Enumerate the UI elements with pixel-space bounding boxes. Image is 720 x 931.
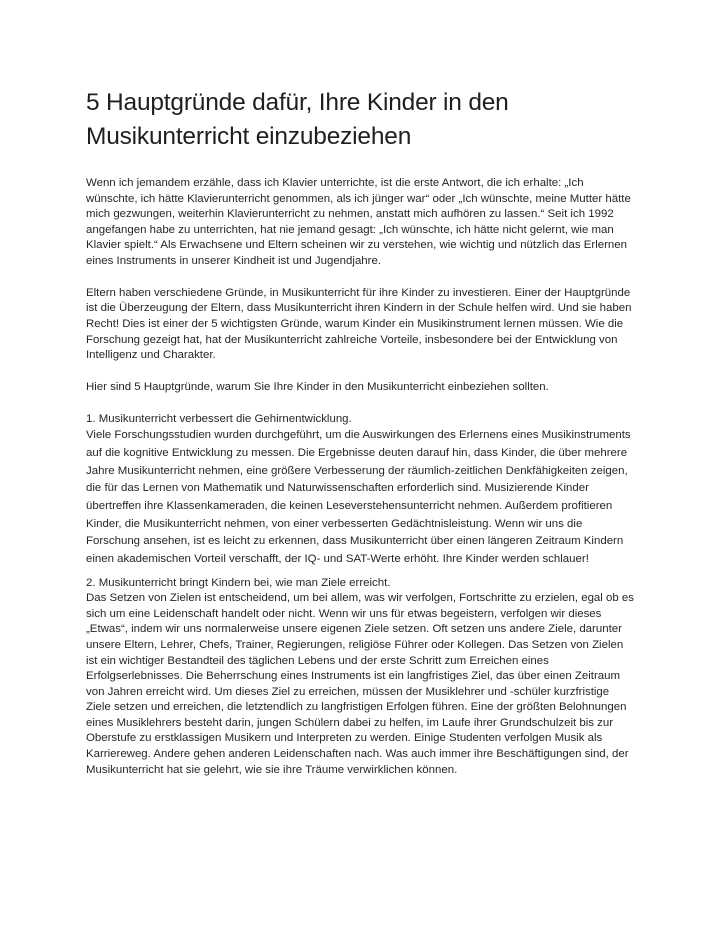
title-line-1: 5 Hauptgründe dafür, Ihre Kinder in den	[86, 89, 509, 116]
section-2-heading: 2. Musikunterricht bringt Kindern bei, wie man Ziele erreicht.	[86, 576, 391, 589]
section-2	[86, 576, 634, 779]
document-title	[86, 86, 634, 154]
title-line-2: Musikunterricht einzubeziehen	[86, 123, 412, 150]
section-2-body: Das Setzen von Zielen ist entscheidend, um bei allem, was wir verfolgen, Fortschritte zu erzielen, egal ob es sich um eine Leidenschaft handelt oder nicht. Wenn wir uns für etwas begeistern, verfolgen wir dieses „Etwas“, indem wir uns normalerweise unsere eigenen Ziele setzen. Oft setzen uns andere Ziele, darunter unsere Eltern, Lehrer, Chefs, Trainer, Regierungen, religiöse Führer oder Kollegen. Das Setzen von Zielen ist ein wichtiger Bestandteil des täglichen Lebens und der erste Schritt zum Erreichen eines Erfolgserlebnisses. Die Beherrschung eines Instruments ist ein langfristiges Ziel, das über einen Zeitraum von Jahren erreicht wird. Um dieses Ziel zu erreichen, müssen der Musiklehrer und -schüler kurzfristige Ziele setzen und erreichen, die letztendlich zu langfristigen Erfolgen führen. Eine der größten Belohnungen eines Musiklehrers besteht darin, jungen Schülern dabei zu helfen, im Laufe ihrer Grundschulzeit bis zur Oberstufe zu erstklassigen Musikern und Interpreten zu werden. Einige Studenten verfolgen Musik als Karriereweg. Andere gehen anderen Leidenschaften nach. Was auch immer ihre Beschäftigungen sind, der Musikunterricht hat sie gelehrt, wie sie ihre Träume verwirklichen können.	[86, 592, 634, 776]
section-1	[86, 412, 634, 569]
list-intro-paragraph: Hier sind 5 Hauptgründe, warum Sie Ihre Kinder in den Musikunterricht einbeziehen sollten.	[86, 380, 549, 393]
section-1-heading: 1. Musikunterricht verbessert die Gehirnentwicklung.	[86, 412, 352, 425]
reasons-paragraph: Eltern haben verschiedene Gründe, in Musikunterricht für ihre Kinder zu investieren. Einer der Hauptgründe ist die Überzeugung der Eltern, dass Musikunterricht ihren Kindern in der Schule helfen wird. Und sie haben Recht! Dies ist einer der 5 wichtigsten Gründe, warum Kinder ein Musikinstrument lernen müssen. Wie die Forschung gezeigt hat, hat der Musikunterricht zahlreiche Vorteile, insbesondere bei der Entwicklung von Intelligenz und Charakter.	[86, 286, 632, 362]
intro-paragraph: Wenn ich jemandem erzähle, dass ich Klavier unterrichte, ist die erste Antwort, die ich erhalte: „Ich wünschte, ich hätte Klavierunterricht genommen, als ich jünger war“ oder „Ich wünschte, meine Mutter hätte mich gezwungen, weiterhin Klavierunterricht zu nehmen, anstatt mich aufhören zu lassen.“ Seit ich 1992 angefangen habe zu unterrichten, hat nie jemand gesagt: „Ich wünschte, ich hätte nicht gelernt, wie man Klavier spielt.“ Als Erwachsene und Eltern scheinen wir zu verstehen, wie wichtig und nützlich das Erlernen eines Instruments in unserer Kindheit ist und Jugendjahre.	[86, 177, 631, 267]
section-1-body: Viele Forschungsstudien wurden durchgeführt, um die Auswirkungen des Erlernens eines Musikinstruments auf die kognitive Entwicklung zu messen. Die Ergebnisse deuten darauf hin, dass Kinder, die über mehrere Jahre Musikunterricht nehmen, eine größere Verbesserung der räumlich-zeitlichen Denkfähigkeiten zeigen, die für das Lernen von Mathematik und Naturwissenschaften erforderlich sind. Musizierende Kinder übertreffen ihre Klassenkameraden, die keinen Leseverstehensunterricht nehmen. Außerdem profitieren Kinder, die Musikunterricht nehmen, von einer verbesserten Gedächtnisleistung. Wenn wir uns die Forschung ansehen, ist es leicht zu erkennen, dass Musikunterricht über einen längeren Zeitraum Kindern einen akademischen Vorteil verschafft, der IQ- und SAT-Werte erhöht. Ihre Kinder werden schlauer!	[86, 429, 631, 565]
document-page	[86, 86, 634, 778]
